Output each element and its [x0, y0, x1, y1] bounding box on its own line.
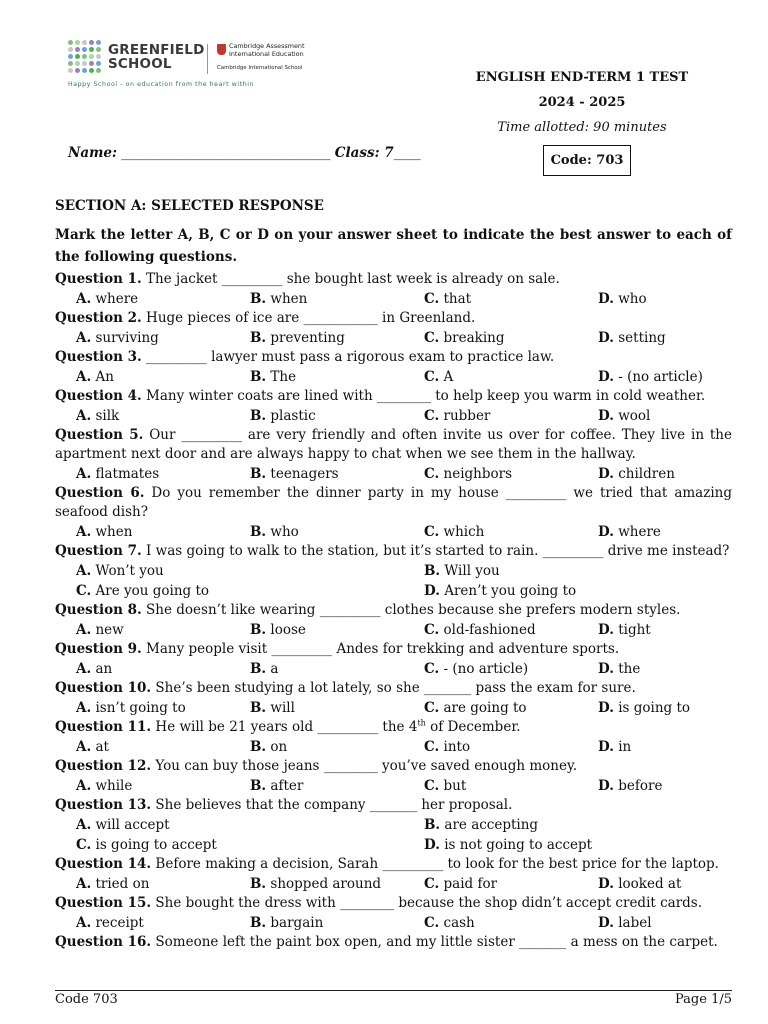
- option-letter: B.: [250, 778, 267, 794]
- option-text: receipt: [91, 915, 144, 931]
- question-stem: [55, 796, 732, 815]
- question-number: Question 14.: [55, 856, 152, 872]
- answer-options: [55, 620, 732, 640]
- option-letter: A.: [76, 915, 92, 931]
- question-text: She bought the dress with ________ because the shop didn’t accept credit cards.: [151, 895, 703, 911]
- answer-option[interactable]: [424, 367, 598, 387]
- answer-option[interactable]: [76, 815, 424, 835]
- logo-dot: [68, 61, 73, 66]
- option-text: surviving: [91, 330, 159, 346]
- school-name-line2: SCHOOL: [108, 56, 172, 72]
- option-letter: B.: [250, 330, 267, 346]
- option-text: are accepting: [440, 817, 539, 833]
- question-number: Question 12.: [55, 758, 152, 774]
- option-letter: C.: [76, 583, 92, 599]
- option-text: in: [613, 739, 632, 755]
- option-letter: C.: [424, 700, 440, 716]
- option-letter: D.: [598, 524, 614, 540]
- logo-dot: [75, 68, 80, 73]
- answer-option[interactable]: [598, 522, 753, 542]
- option-text: The: [266, 369, 297, 385]
- question-list: [55, 270, 732, 952]
- logo-dot: [96, 40, 101, 45]
- question-text: He will be 21 years old _________ the 4: [151, 719, 418, 735]
- option-text: which: [439, 524, 485, 540]
- option-text: - (no article): [439, 661, 529, 677]
- answer-options: [55, 522, 732, 542]
- question-number: Question 11.: [55, 719, 152, 735]
- answer-options: [55, 464, 732, 484]
- answer-option[interactable]: [598, 406, 753, 426]
- option-letter: A.: [76, 739, 92, 755]
- question-number: Question 9.: [55, 641, 142, 657]
- answer-option[interactable]: [250, 698, 424, 718]
- answer-option[interactable]: [76, 620, 250, 640]
- question-number: Question 4.: [55, 388, 142, 404]
- question-number: Question 10.: [55, 680, 152, 696]
- option-text: a: [266, 661, 279, 677]
- option-letter: C.: [424, 291, 440, 307]
- question-stem: [55, 757, 732, 776]
- cambridge-name: [229, 43, 304, 58]
- option-text: shopped around: [266, 876, 382, 892]
- test-code-box: Code: 703: [543, 145, 631, 176]
- option-letter: B.: [424, 563, 441, 579]
- section-instruction: Mark the letter A, B, C or D on your answer sheet to indicate the best answer to each of the following questions.: [55, 227, 732, 265]
- answer-option[interactable]: [76, 328, 250, 348]
- answer-option[interactable]: [424, 561, 753, 581]
- logo-dot: [68, 47, 73, 52]
- answer-option[interactable]: [424, 464, 598, 484]
- logo-dot: [89, 47, 94, 52]
- option-text: A: [439, 369, 454, 385]
- question-number: Question 5.: [55, 427, 144, 443]
- option-text: after: [266, 778, 304, 794]
- option-letter: C.: [424, 739, 440, 755]
- option-text: tight: [613, 622, 651, 638]
- option-text: an: [91, 661, 113, 677]
- answer-option[interactable]: [76, 581, 424, 601]
- answer-option[interactable]: [424, 815, 753, 835]
- logo-dot: [96, 61, 101, 66]
- question-text: Before making a decision, Sarah _________ to look for the best price for the laptop.: [151, 856, 719, 872]
- cambridge-line1: Cambridge Assessment: [229, 42, 305, 50]
- option-text: wool: [613, 408, 651, 424]
- question-text: Huge pieces of ice are ___________ in Greenland.: [141, 310, 476, 326]
- footer-divider: [55, 990, 732, 991]
- option-text: An: [91, 369, 114, 385]
- answer-option[interactable]: [424, 913, 598, 933]
- option-letter: A.: [76, 291, 92, 307]
- option-letter: B.: [250, 739, 267, 755]
- option-text: preventing: [266, 330, 345, 346]
- question-text: Our _________ are very friendly and often invite us over for coffee. They live in the apartment next door and are always happy to chat when we see them in the hallway.: [55, 427, 732, 462]
- option-letter: B.: [250, 915, 267, 931]
- option-letter: B.: [424, 817, 441, 833]
- question-stem: [55, 718, 732, 737]
- answer-option[interactable]: [598, 328, 753, 348]
- option-text: is going to accept: [91, 837, 217, 853]
- option-letter: A.: [76, 622, 92, 638]
- option-text: who: [613, 291, 647, 307]
- answer-option[interactable]: [424, 289, 598, 309]
- answer-option[interactable]: [598, 913, 753, 933]
- answer-option[interactable]: [598, 620, 753, 640]
- answer-option[interactable]: [598, 367, 753, 387]
- answer-option[interactable]: [76, 874, 250, 894]
- option-text: but: [439, 778, 467, 794]
- option-text: looked at: [613, 876, 682, 892]
- question-text: She doesn’t like wearing _________ clothes because she prefers modern styles.: [141, 602, 681, 618]
- answer-option[interactable]: [424, 659, 598, 679]
- question-text: _________ lawyer must pass a rigorous exam to practice law.: [141, 349, 555, 365]
- question-stem: [55, 933, 732, 952]
- answer-option[interactable]: [250, 406, 424, 426]
- logo-divider: [207, 44, 208, 74]
- option-letter: D.: [598, 661, 614, 677]
- school-logo: [68, 40, 318, 90]
- logo-dot: [82, 68, 87, 73]
- option-letter: C.: [424, 466, 440, 482]
- answer-options: [55, 815, 732, 855]
- option-text: into: [439, 739, 471, 755]
- question-number: Question 8.: [55, 602, 142, 618]
- logo-dot: [82, 54, 87, 59]
- option-text: breaking: [439, 330, 505, 346]
- question-stem: [55, 679, 732, 698]
- logo-dots-icon: [68, 40, 102, 76]
- school-tagline: Happy School - on education from the heart within: [68, 81, 255, 88]
- option-text: is not going to accept: [439, 837, 593, 853]
- logo-dot: [89, 68, 94, 73]
- answer-option[interactable]: [598, 659, 753, 679]
- answer-option[interactable]: [424, 581, 753, 601]
- option-letter: D.: [598, 369, 614, 385]
- option-letter: A.: [76, 408, 92, 424]
- name-blank[interactable]: _______________________________: [121, 145, 331, 161]
- option-text: neighbors: [439, 466, 512, 482]
- answer-option[interactable]: [598, 289, 753, 309]
- section-title: SECTION A: SELECTED RESPONSE: [55, 198, 324, 214]
- option-letter: D.: [598, 466, 614, 482]
- answer-option[interactable]: [76, 367, 250, 387]
- option-letter: A.: [76, 466, 92, 482]
- option-letter: B.: [250, 291, 267, 307]
- option-letter: A.: [76, 524, 92, 540]
- option-letter: D.: [598, 622, 614, 638]
- answer-options: [55, 698, 732, 718]
- question-text: She believes that the company _______ her proposal.: [151, 797, 513, 813]
- option-letter: D.: [598, 408, 614, 424]
- option-letter: C.: [424, 876, 440, 892]
- answer-option[interactable]: [598, 874, 753, 894]
- option-letter: D.: [598, 700, 614, 716]
- question-stem: [55, 387, 732, 406]
- answer-option[interactable]: [76, 406, 250, 426]
- option-text: are going to: [439, 700, 527, 716]
- answer-option[interactable]: [424, 874, 598, 894]
- option-text: while: [91, 778, 133, 794]
- option-letter: C.: [424, 622, 440, 638]
- answer-option[interactable]: [424, 835, 753, 855]
- answer-option[interactable]: [250, 659, 424, 679]
- option-letter: C.: [424, 330, 440, 346]
- option-letter: D.: [598, 915, 614, 931]
- answer-options: [55, 367, 732, 387]
- logo-dot: [75, 40, 80, 45]
- answer-option[interactable]: [424, 776, 598, 796]
- question-number: Question 3.: [55, 349, 142, 365]
- option-text: bargain: [266, 915, 324, 931]
- answer-option[interactable]: [250, 522, 424, 542]
- option-letter: B.: [250, 408, 267, 424]
- question-number: Question 1.: [55, 271, 142, 287]
- logo-dot: [82, 47, 87, 52]
- option-letter: A.: [76, 817, 92, 833]
- test-title: ENGLISH END-TERM 1 TEST: [475, 70, 689, 85]
- answer-option[interactable]: [424, 698, 598, 718]
- answer-options: [55, 328, 732, 348]
- answer-option[interactable]: [76, 659, 250, 679]
- question-text: Many winter coats are lined with ________ to help keep you warm in cold weather.: [141, 388, 706, 404]
- option-letter: C.: [76, 837, 92, 853]
- option-letter: B.: [250, 369, 267, 385]
- option-letter: C.: [424, 369, 440, 385]
- school-name: [108, 43, 205, 71]
- answer-options: [55, 776, 732, 796]
- question-stem: [55, 855, 732, 874]
- logo-dot: [68, 54, 73, 59]
- option-text: before: [613, 778, 663, 794]
- answer-options: [55, 737, 732, 757]
- answer-option[interactable]: [250, 776, 424, 796]
- option-letter: D.: [424, 837, 440, 853]
- option-text: silk: [91, 408, 120, 424]
- question-text: She’s been studying a lot lately, so she _______ pass the exam for sure.: [151, 680, 636, 696]
- option-text: that: [439, 291, 472, 307]
- option-letter: D.: [598, 291, 614, 307]
- class-blank[interactable]: ____: [393, 145, 421, 161]
- answer-option[interactable]: [76, 522, 250, 542]
- question-stem: [55, 309, 732, 328]
- answer-option[interactable]: [76, 835, 424, 855]
- answer-option[interactable]: [250, 913, 424, 933]
- logo-dot: [75, 61, 80, 66]
- school-year: 2024 - 2025: [538, 95, 626, 110]
- question-text: Do you remember the dinner party in my house _________ we tried that amazing seafood dish?: [55, 485, 732, 520]
- option-text: when: [91, 524, 133, 540]
- logo-dot: [89, 61, 94, 66]
- option-text: is going to: [613, 700, 691, 716]
- option-text: setting: [613, 330, 666, 346]
- logo-dot: [96, 47, 101, 52]
- question-stem: [55, 640, 732, 659]
- answer-option[interactable]: [250, 620, 424, 640]
- answer-option[interactable]: [424, 522, 598, 542]
- option-text: plastic: [266, 408, 316, 424]
- option-text: on: [266, 739, 288, 755]
- logo-dot: [68, 40, 73, 45]
- ordinal-suffix: th: [417, 718, 426, 728]
- time-allotted: Time allotted: 90 minutes: [497, 120, 667, 135]
- option-letter: D.: [424, 583, 440, 599]
- option-text: old-fashioned: [439, 622, 536, 638]
- option-letter: D.: [598, 739, 614, 755]
- answer-option[interactable]: [424, 620, 598, 640]
- answer-option[interactable]: [76, 289, 250, 309]
- answer-options: [55, 659, 732, 679]
- question-number: Question 7.: [55, 543, 142, 559]
- question-text: The jacket _________ she bought last week is already on sale.: [141, 271, 560, 287]
- option-text: Aren’t you going to: [439, 583, 577, 599]
- answer-option[interactable]: [76, 737, 250, 757]
- option-letter: B.: [250, 622, 267, 638]
- answer-option[interactable]: [76, 464, 250, 484]
- option-letter: B.: [250, 700, 267, 716]
- question-stem: [55, 601, 732, 620]
- answer-option[interactable]: [598, 698, 753, 718]
- answer-option[interactable]: [76, 561, 424, 581]
- answer-option[interactable]: [424, 737, 598, 757]
- footer-page-number: Page 1/5: [675, 992, 732, 1007]
- option-text: the: [613, 661, 641, 677]
- option-text: new: [91, 622, 124, 638]
- answer-option[interactable]: [598, 464, 753, 484]
- option-text: Are you going to: [91, 583, 210, 599]
- question-text: I was going to walk to the station, but it’s started to rain. _________ drive me instead?: [141, 543, 730, 559]
- answer-option[interactable]: [424, 406, 598, 426]
- logo-dot: [75, 47, 80, 52]
- question-text: You can buy those jeans ________ you’ve saved enough money.: [151, 758, 578, 774]
- option-letter: C.: [424, 778, 440, 794]
- option-letter: B.: [250, 466, 267, 482]
- option-text: label: [613, 915, 652, 931]
- logo-dot: [82, 40, 87, 45]
- question-stem: [55, 894, 732, 913]
- answer-option[interactable]: [76, 776, 250, 796]
- option-text: - (no article): [613, 369, 703, 385]
- option-letter: B.: [250, 524, 267, 540]
- question-stem: [55, 484, 732, 522]
- answer-option[interactable]: [250, 367, 424, 387]
- option-text: at: [91, 739, 109, 755]
- option-text: rubber: [439, 408, 491, 424]
- option-text: children: [613, 466, 675, 482]
- option-text: where: [91, 291, 139, 307]
- option-letter: A.: [76, 700, 92, 716]
- option-letter: C.: [424, 915, 440, 931]
- answer-options: [55, 874, 732, 894]
- answer-option[interactable]: [250, 737, 424, 757]
- option-text: Will you: [440, 563, 500, 579]
- question-stem: [55, 270, 732, 289]
- answer-option[interactable]: [250, 464, 424, 484]
- option-text: will: [266, 700, 295, 716]
- option-text: loose: [266, 622, 306, 638]
- question-text: Someone left the paint box open, and my little sister _______ a mess on the carpet.: [151, 934, 718, 950]
- option-text: tried on: [91, 876, 150, 892]
- cambridge-shield-icon: [217, 44, 226, 55]
- question-number: Question 15.: [55, 895, 152, 911]
- option-text: paid for: [439, 876, 498, 892]
- option-letter: D.: [598, 778, 614, 794]
- option-letter: B.: [250, 661, 267, 677]
- option-letter: D.: [598, 330, 614, 346]
- option-text: isn’t going to: [91, 700, 186, 716]
- option-letter: A.: [76, 661, 92, 677]
- question-text: Many people visit _________ Andes for trekking and adventure sports.: [141, 641, 620, 657]
- option-letter: A.: [76, 369, 92, 385]
- cambridge-line2: International Education: [229, 49, 304, 58]
- option-letter: A.: [76, 778, 92, 794]
- answer-option[interactable]: [424, 328, 598, 348]
- option-letter: B.: [250, 876, 267, 892]
- name-label: Name:: [68, 145, 117, 161]
- option-letter: C.: [424, 524, 440, 540]
- class-label: Class: 7: [334, 145, 394, 161]
- option-text: when: [266, 291, 308, 307]
- answer-option[interactable]: [598, 737, 753, 757]
- answer-option[interactable]: [250, 328, 424, 348]
- logo-dot: [96, 54, 101, 59]
- question-number: Question 2.: [55, 310, 142, 326]
- option-letter: C.: [424, 661, 440, 677]
- school-name-line1: GREENFIELD: [108, 42, 205, 58]
- option-text: who: [266, 524, 299, 540]
- option-letter: A.: [76, 563, 92, 579]
- option-text: will accept: [91, 817, 170, 833]
- logo-dot: [89, 54, 94, 59]
- option-text: flatmates: [91, 466, 160, 482]
- answer-option[interactable]: [76, 698, 250, 718]
- answer-options: [55, 913, 732, 933]
- question-number: Question 13.: [55, 797, 152, 813]
- question-stem: [55, 348, 732, 367]
- answer-options: [55, 561, 732, 601]
- logo-dot: [82, 61, 87, 66]
- question-number: Question 6.: [55, 485, 145, 501]
- answer-option[interactable]: [76, 913, 250, 933]
- footer-code: Code 703: [55, 992, 118, 1007]
- logo-dot: [89, 40, 94, 45]
- answer-options: [55, 289, 732, 309]
- question-stem: [55, 542, 732, 561]
- option-letter: A.: [76, 330, 92, 346]
- answer-options: [55, 406, 732, 426]
- option-letter: D.: [598, 876, 614, 892]
- student-info-line: [68, 145, 421, 161]
- option-text: where: [613, 524, 661, 540]
- question-text-continued: of December.: [425, 719, 521, 735]
- answer-option[interactable]: [598, 776, 753, 796]
- question-number: Question 16.: [55, 934, 152, 950]
- option-letter: C.: [424, 408, 440, 424]
- option-text: cash: [439, 915, 475, 931]
- question-stem: [55, 426, 732, 464]
- cambridge-school-label: Cambridge International School: [217, 65, 303, 71]
- logo-dot: [96, 68, 101, 73]
- option-text: teenagers: [266, 466, 339, 482]
- logo-dot: [75, 54, 80, 59]
- logo-dot: [68, 68, 73, 73]
- answer-option[interactable]: [250, 874, 424, 894]
- option-letter: A.: [76, 876, 92, 892]
- option-text: Won’t you: [91, 563, 164, 579]
- answer-option[interactable]: [250, 289, 424, 309]
